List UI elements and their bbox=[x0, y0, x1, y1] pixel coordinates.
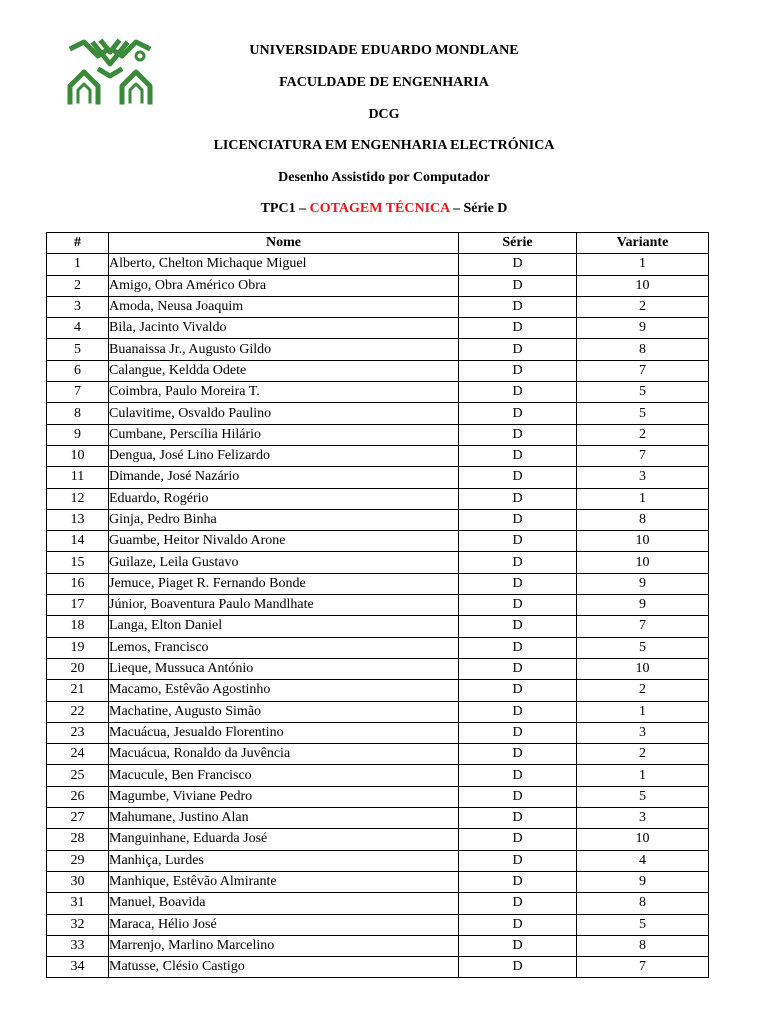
row-number: 33 bbox=[47, 935, 109, 956]
row-variante: 1 bbox=[577, 254, 709, 275]
table-row bbox=[47, 914, 709, 935]
row-name: Guambe, Heitor Nivaldo Arone bbox=[109, 531, 459, 552]
row-variante: 10 bbox=[577, 829, 709, 850]
row-serie: D bbox=[459, 616, 577, 637]
row-name: Ginja, Pedro Binha bbox=[109, 509, 459, 530]
row-number: 21 bbox=[47, 680, 109, 701]
row-variante: 5 bbox=[577, 786, 709, 807]
row-serie: D bbox=[459, 382, 577, 403]
row-name: Marrenjo, Marlino Marcelino bbox=[109, 935, 459, 956]
table-row bbox=[47, 808, 709, 829]
row-serie: D bbox=[459, 573, 577, 594]
table-row bbox=[47, 488, 709, 509]
row-number: 7 bbox=[47, 382, 109, 403]
table-row bbox=[47, 957, 709, 978]
row-name: Júnior, Boaventura Paulo Mandlhate bbox=[109, 595, 459, 616]
program-title: LICENCIATURA EM ENGENHARIA ELECTRÓNICA bbox=[213, 138, 555, 153]
row-serie: D bbox=[459, 296, 577, 317]
row-variante: 10 bbox=[577, 658, 709, 679]
row-number: 13 bbox=[47, 509, 109, 530]
row-number: 34 bbox=[47, 957, 109, 978]
table-row bbox=[47, 595, 709, 616]
header-variante: Variante bbox=[577, 233, 709, 254]
row-number: 11 bbox=[47, 467, 109, 488]
row-serie: D bbox=[459, 445, 577, 466]
row-number: 28 bbox=[47, 829, 109, 850]
table-row bbox=[47, 829, 709, 850]
assignment-prefix: TPC1 – bbox=[260, 201, 310, 216]
table-row bbox=[47, 850, 709, 871]
table-row bbox=[47, 445, 709, 466]
row-serie: D bbox=[459, 808, 577, 829]
row-number: 22 bbox=[47, 701, 109, 722]
row-name: Amigo, Obra Américo Obra bbox=[109, 275, 459, 296]
row-number: 26 bbox=[47, 786, 109, 807]
table-row bbox=[47, 318, 709, 339]
row-variante: 8 bbox=[577, 935, 709, 956]
assignment-suffix: – Série D bbox=[449, 201, 508, 216]
row-serie: D bbox=[459, 871, 577, 892]
table-row bbox=[47, 552, 709, 573]
row-name: Amoda, Neusa Joaquim bbox=[109, 296, 459, 317]
row-name: Manuel, Boavida bbox=[109, 893, 459, 914]
course-title: Desenho Assistido por Computador bbox=[278, 170, 490, 185]
row-number: 4 bbox=[47, 318, 109, 339]
row-variante: 5 bbox=[577, 403, 709, 424]
row-number: 1 bbox=[47, 254, 109, 275]
row-serie: D bbox=[459, 424, 577, 445]
row-name: Cumbane, Perscília Hilário bbox=[109, 424, 459, 445]
row-serie: D bbox=[459, 403, 577, 424]
row-number: 17 bbox=[47, 595, 109, 616]
row-name: Lieque, Mussuca António bbox=[109, 658, 459, 679]
row-name: Manhiça, Lurdes bbox=[109, 850, 459, 871]
row-name: Manhique, Estêvão Almirante bbox=[109, 871, 459, 892]
row-name: Matusse, Clésio Castigo bbox=[109, 957, 459, 978]
row-serie: D bbox=[459, 722, 577, 743]
row-number: 20 bbox=[47, 658, 109, 679]
table-row bbox=[47, 637, 709, 658]
row-name: Maraca, Hélio José bbox=[109, 914, 459, 935]
row-serie: D bbox=[459, 658, 577, 679]
table-row bbox=[47, 786, 709, 807]
row-name: Bila, Jacinto Vivaldo bbox=[109, 318, 459, 339]
row-variante: 3 bbox=[577, 722, 709, 743]
row-variante: 9 bbox=[577, 871, 709, 892]
row-name: Macuácua, Jesualdo Florentino bbox=[109, 722, 459, 743]
row-name: Machatine, Augusto Simão bbox=[109, 701, 459, 722]
assignment-title bbox=[0, 201, 768, 217]
table-row bbox=[47, 680, 709, 701]
row-name: Culavitime, Osvaldo Paulino bbox=[109, 403, 459, 424]
row-name: Mahumane, Justino Alan bbox=[109, 808, 459, 829]
row-serie: D bbox=[459, 467, 577, 488]
row-variante: 2 bbox=[577, 744, 709, 765]
table-row bbox=[47, 254, 709, 275]
table-row bbox=[47, 403, 709, 424]
row-serie: D bbox=[459, 595, 577, 616]
row-serie: D bbox=[459, 680, 577, 701]
row-serie: D bbox=[459, 254, 577, 275]
row-number: 15 bbox=[47, 552, 109, 573]
row-variante: 10 bbox=[577, 275, 709, 296]
table-row bbox=[47, 360, 709, 381]
row-number: 16 bbox=[47, 573, 109, 594]
table-row bbox=[47, 531, 709, 552]
row-serie: D bbox=[459, 637, 577, 658]
row-serie: D bbox=[459, 509, 577, 530]
student-roster-table bbox=[46, 232, 709, 978]
row-serie: D bbox=[459, 744, 577, 765]
table-row bbox=[47, 275, 709, 296]
row-number: 24 bbox=[47, 744, 109, 765]
table-row bbox=[47, 701, 709, 722]
table-row bbox=[47, 935, 709, 956]
row-name: Manguinhane, Eduarda José bbox=[109, 829, 459, 850]
row-variante: 7 bbox=[577, 616, 709, 637]
row-variante: 1 bbox=[577, 701, 709, 722]
row-variante: 4 bbox=[577, 850, 709, 871]
row-variante: 10 bbox=[577, 552, 709, 573]
row-variante: 5 bbox=[577, 382, 709, 403]
row-variante: 8 bbox=[577, 509, 709, 530]
row-name: Calangue, Keldda Odete bbox=[109, 360, 459, 381]
table-row bbox=[47, 573, 709, 594]
table-row bbox=[47, 871, 709, 892]
row-serie: D bbox=[459, 488, 577, 509]
row-name: Buanaissa Jr., Augusto Gildo bbox=[109, 339, 459, 360]
row-variante: 5 bbox=[577, 914, 709, 935]
row-serie: D bbox=[459, 701, 577, 722]
header-number: # bbox=[47, 233, 109, 254]
row-variante: 3 bbox=[577, 467, 709, 488]
row-variante: 1 bbox=[577, 488, 709, 509]
row-variante: 8 bbox=[577, 339, 709, 360]
row-name: Langa, Elton Daniel bbox=[109, 616, 459, 637]
row-variante: 5 bbox=[577, 637, 709, 658]
row-serie: D bbox=[459, 829, 577, 850]
table-row bbox=[47, 296, 709, 317]
row-serie: D bbox=[459, 318, 577, 339]
row-name: Guilaze, Leila Gustavo bbox=[109, 552, 459, 573]
row-number: 23 bbox=[47, 722, 109, 743]
row-name: Magumbe, Viviane Pedro bbox=[109, 786, 459, 807]
row-number: 2 bbox=[47, 275, 109, 296]
row-serie: D bbox=[459, 531, 577, 552]
row-name: Alberto, Chelton Michaque Miguel bbox=[109, 254, 459, 275]
row-serie: D bbox=[459, 893, 577, 914]
row-variante: 2 bbox=[577, 424, 709, 445]
row-name: Eduardo, Rogério bbox=[109, 488, 459, 509]
table-row bbox=[47, 616, 709, 637]
university-title: UNIVERSIDADE EDUARDO MONDLANE bbox=[249, 43, 519, 58]
row-serie: D bbox=[459, 339, 577, 360]
department-title: DCG bbox=[368, 107, 400, 122]
table-row bbox=[47, 467, 709, 488]
row-number: 12 bbox=[47, 488, 109, 509]
row-name: Macuácua, Ronaldo da Juvência bbox=[109, 744, 459, 765]
table-row bbox=[47, 382, 709, 403]
row-name: Macamo, Estêvão Agostinho bbox=[109, 680, 459, 701]
row-serie: D bbox=[459, 935, 577, 956]
table-row bbox=[47, 893, 709, 914]
row-number: 10 bbox=[47, 445, 109, 466]
row-variante: 8 bbox=[577, 893, 709, 914]
row-variante: 2 bbox=[577, 296, 709, 317]
row-number: 19 bbox=[47, 637, 109, 658]
row-name: Dengua, José Lino Felizardo bbox=[109, 445, 459, 466]
table-row bbox=[47, 509, 709, 530]
row-number: 3 bbox=[47, 296, 109, 317]
row-name: Coimbra, Paulo Moreira T. bbox=[109, 382, 459, 403]
row-number: 6 bbox=[47, 360, 109, 381]
row-number: 18 bbox=[47, 616, 109, 637]
row-number: 14 bbox=[47, 531, 109, 552]
row-serie: D bbox=[459, 850, 577, 871]
row-variante: 7 bbox=[577, 360, 709, 381]
row-variante: 7 bbox=[577, 957, 709, 978]
row-number: 32 bbox=[47, 914, 109, 935]
table-row bbox=[47, 424, 709, 445]
row-name: Lemos, Francisco bbox=[109, 637, 459, 658]
table-row bbox=[47, 765, 709, 786]
row-serie: D bbox=[459, 914, 577, 935]
row-number: 25 bbox=[47, 765, 109, 786]
row-variante: 3 bbox=[577, 808, 709, 829]
row-variante: 7 bbox=[577, 445, 709, 466]
table-row bbox=[47, 339, 709, 360]
row-variante: 9 bbox=[577, 573, 709, 594]
row-variante: 9 bbox=[577, 595, 709, 616]
row-serie: D bbox=[459, 275, 577, 296]
row-number: 27 bbox=[47, 808, 109, 829]
row-variante: 2 bbox=[577, 680, 709, 701]
row-name: Jemuce, Piaget R. Fernando Bonde bbox=[109, 573, 459, 594]
row-name: Macucule, Ben Francisco bbox=[109, 765, 459, 786]
faculty-title: FACULDADE DE ENGENHARIA bbox=[279, 75, 489, 90]
row-number: 9 bbox=[47, 424, 109, 445]
header-serie: Série bbox=[459, 233, 577, 254]
row-serie: D bbox=[459, 765, 577, 786]
row-serie: D bbox=[459, 552, 577, 573]
row-variante: 10 bbox=[577, 531, 709, 552]
table-header-row bbox=[47, 233, 709, 254]
row-number: 8 bbox=[47, 403, 109, 424]
row-variante: 9 bbox=[577, 318, 709, 339]
row-number: 5 bbox=[47, 339, 109, 360]
row-number: 29 bbox=[47, 850, 109, 871]
row-serie: D bbox=[459, 360, 577, 381]
row-serie: D bbox=[459, 786, 577, 807]
header-name: Nome bbox=[109, 233, 459, 254]
row-name: Dimande, José Nazário bbox=[109, 467, 459, 488]
row-serie: D bbox=[459, 957, 577, 978]
row-number: 30 bbox=[47, 871, 109, 892]
table-row bbox=[47, 744, 709, 765]
table-row bbox=[47, 722, 709, 743]
row-variante: 1 bbox=[577, 765, 709, 786]
assignment-topic: COTAGEM TÉCNICA bbox=[309, 201, 450, 216]
table-row bbox=[47, 658, 709, 679]
row-number: 31 bbox=[47, 893, 109, 914]
